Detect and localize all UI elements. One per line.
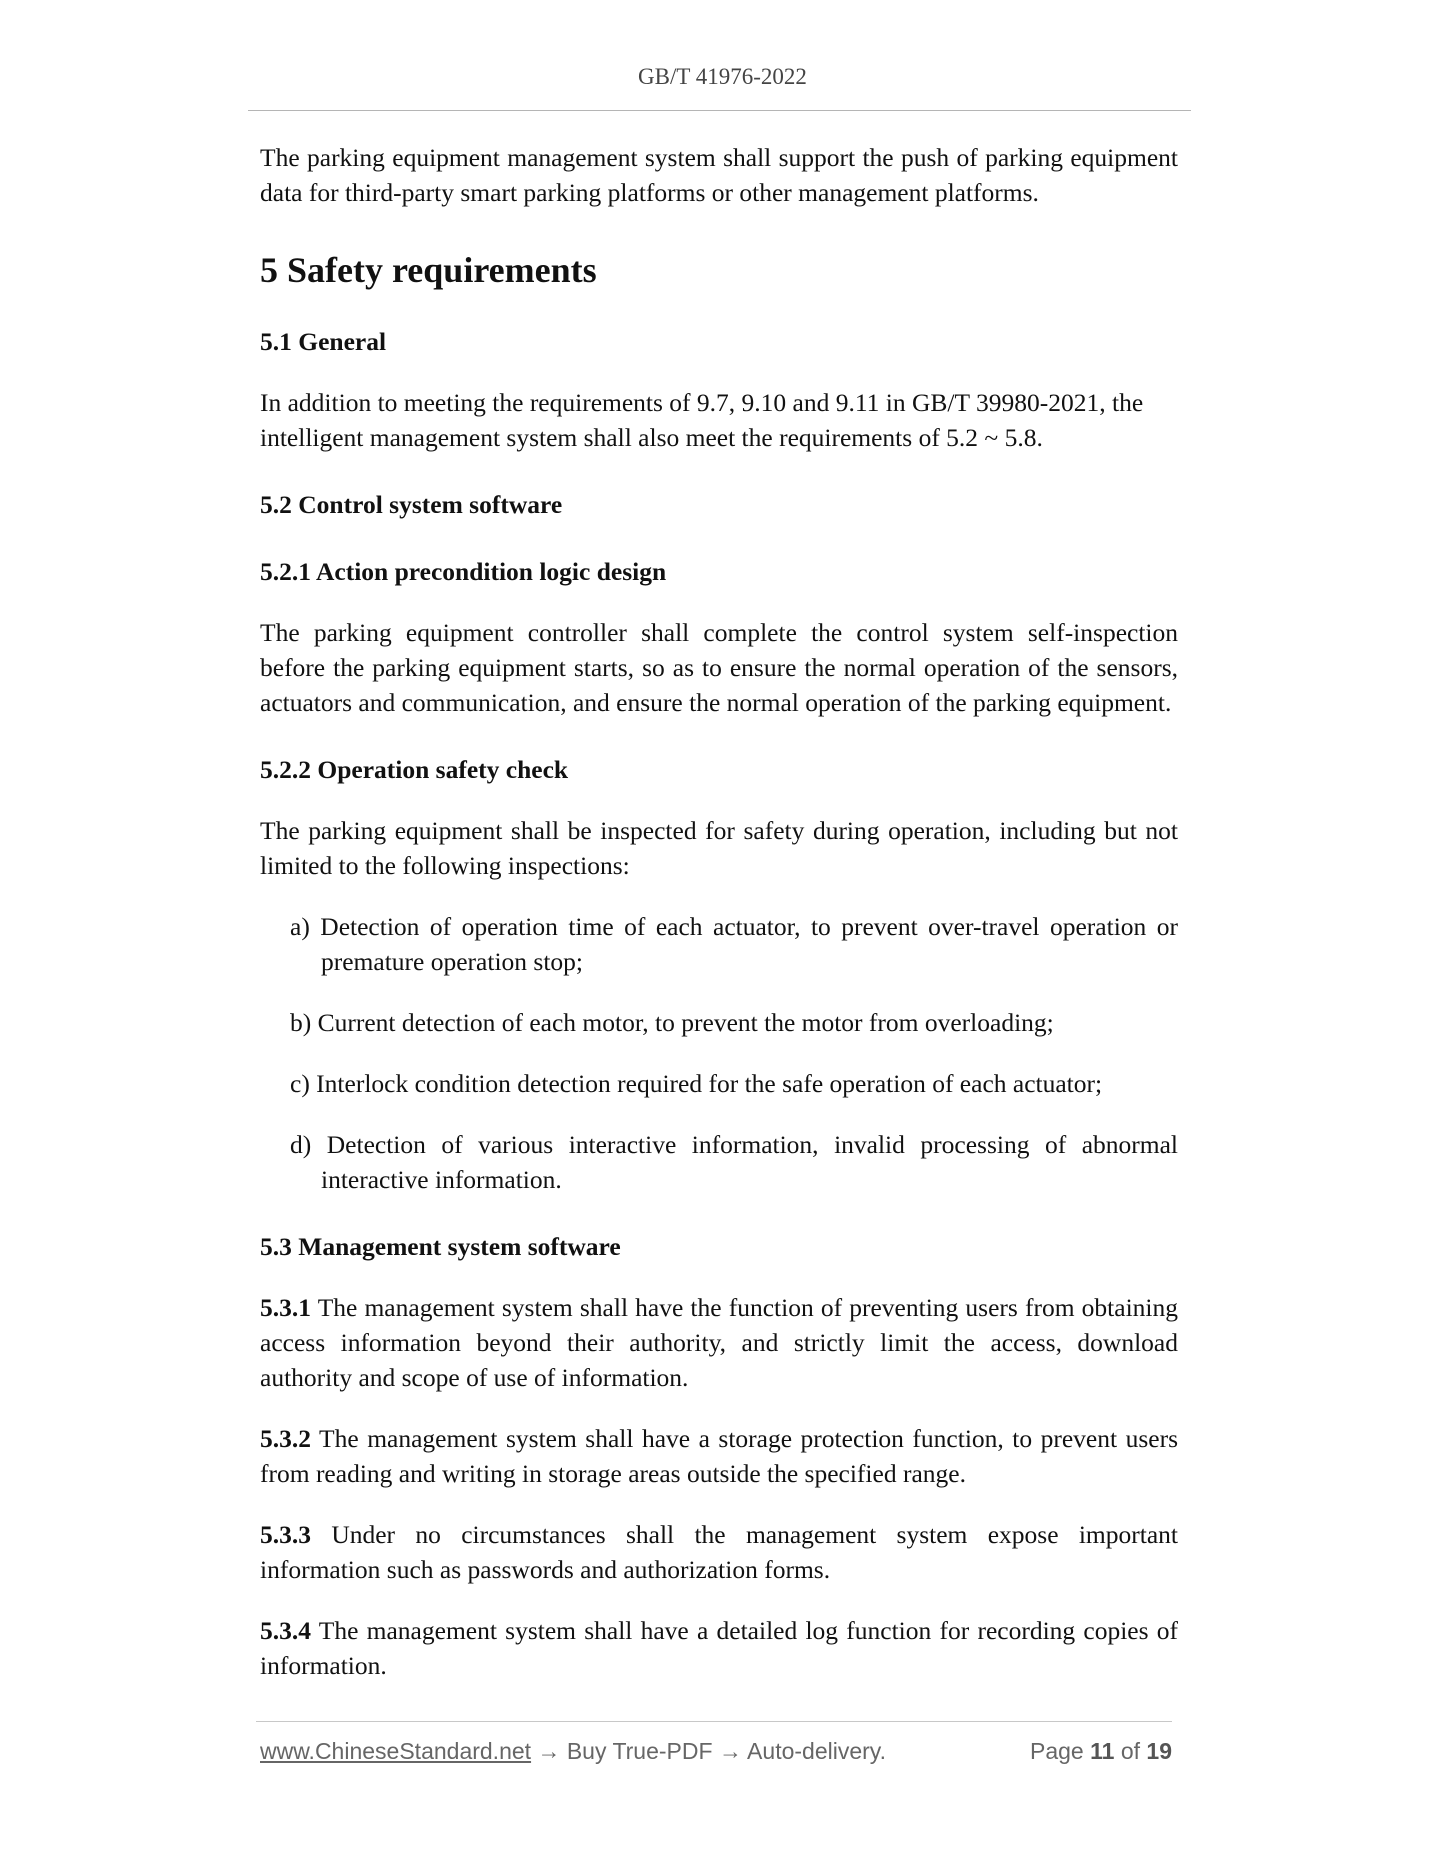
- section-5-2-2-heading: 5.2.2 Operation safety check: [260, 755, 569, 784]
- clause-text: The management system shall have a detailed log function for recording copies of information.: [260, 1616, 1179, 1680]
- clause-text: The management system shall have the function of preventing users from obtaining access information beyond their authority, and strictly limit the access, download authority and scope of use of information.: [260, 1293, 1178, 1392]
- clause-text: The management system shall have a storage protection function, to prevent users from reading and writing in storage areas outside the specified range.: [260, 1424, 1178, 1488]
- footer-promo: [260, 1738, 886, 1765]
- section-5-2-1-heading: 5.2.1 Action precondition logic design: [260, 557, 667, 586]
- page-content: [260, 140, 1178, 1683]
- section-5-heading: 5 Safety requirements: [260, 250, 597, 290]
- page-indicator: [1030, 1738, 1172, 1765]
- inspection-list: [260, 909, 1178, 1197]
- page-word: Page: [1030, 1738, 1084, 1764]
- clause-number: 5.3.1: [260, 1293, 311, 1322]
- section-5-1-text: In addition to meeting the requirements of 9.7, 9.10 and 9.11 in GB/T 39980-2021, the intelligent management system shall also meet the requirements of 5.2 ~ 5.8.: [260, 388, 1144, 452]
- total-pages-number: 19: [1146, 1738, 1172, 1764]
- clause-number: 5.3.2: [260, 1424, 311, 1453]
- list-item: b) Current detection of each motor, to prevent the motor from overloading;: [290, 1008, 1054, 1037]
- list-item: a) Detection of operation time of each actuator, to prevent over-travel operation or premature operation stop;: [290, 912, 1178, 976]
- clause-number: 5.3.4: [260, 1616, 311, 1645]
- clause-number: 5.3.3: [260, 1520, 311, 1549]
- section-5-1-heading: 5.1 General: [260, 327, 387, 356]
- clause-text: Under no circumstances shall the management system expose important information such as passwords and authorization forms.: [260, 1520, 1178, 1584]
- clause-5-3-3: [260, 1517, 1178, 1587]
- intro-paragraph: The parking equipment management system shall support the push of parking equipment data for third-party smart parking platforms or other management platforms.: [260, 143, 1178, 207]
- page-header: GB/T 41976-2022: [638, 64, 807, 89]
- website-link[interactable]: www.ChineseStandard.net: [260, 1738, 532, 1764]
- page-footer: [260, 1738, 1180, 1772]
- section-5-2-2-text: The parking equipment shall be inspected for safety during operation, including but not limited to the following inspections:: [260, 816, 1178, 880]
- of-word: of: [1120, 1738, 1141, 1764]
- section-5-2-1-text: The parking equipment controller shall complete the control system self-inspection before the parking equipment starts, so as to ensure the normal operation of the sensors, actuators and communication, and ensure the normal operation of the parking equipment.: [260, 618, 1178, 717]
- clause-5-3-1: [260, 1290, 1178, 1395]
- section-5-3-heading: 5.3 Management system software: [260, 1232, 621, 1261]
- section-5-2-heading: 5.2 Control system software: [260, 490, 563, 519]
- list-item: c) Interlock condition detection required for the safe operation of each actuator;: [290, 1069, 1103, 1098]
- list-item: d) Detection of various interactive information, invalid processing of abnormal interactive information.: [290, 1130, 1178, 1194]
- header-divider: [248, 110, 1191, 111]
- footer-tagline: → Buy True-PDF → Auto-delivery.: [537, 1738, 886, 1764]
- footer-divider: [256, 1721, 1172, 1722]
- clause-5-3-4: [260, 1613, 1178, 1683]
- clause-5-3-2: [260, 1421, 1178, 1491]
- current-page-number: 11: [1090, 1738, 1115, 1764]
